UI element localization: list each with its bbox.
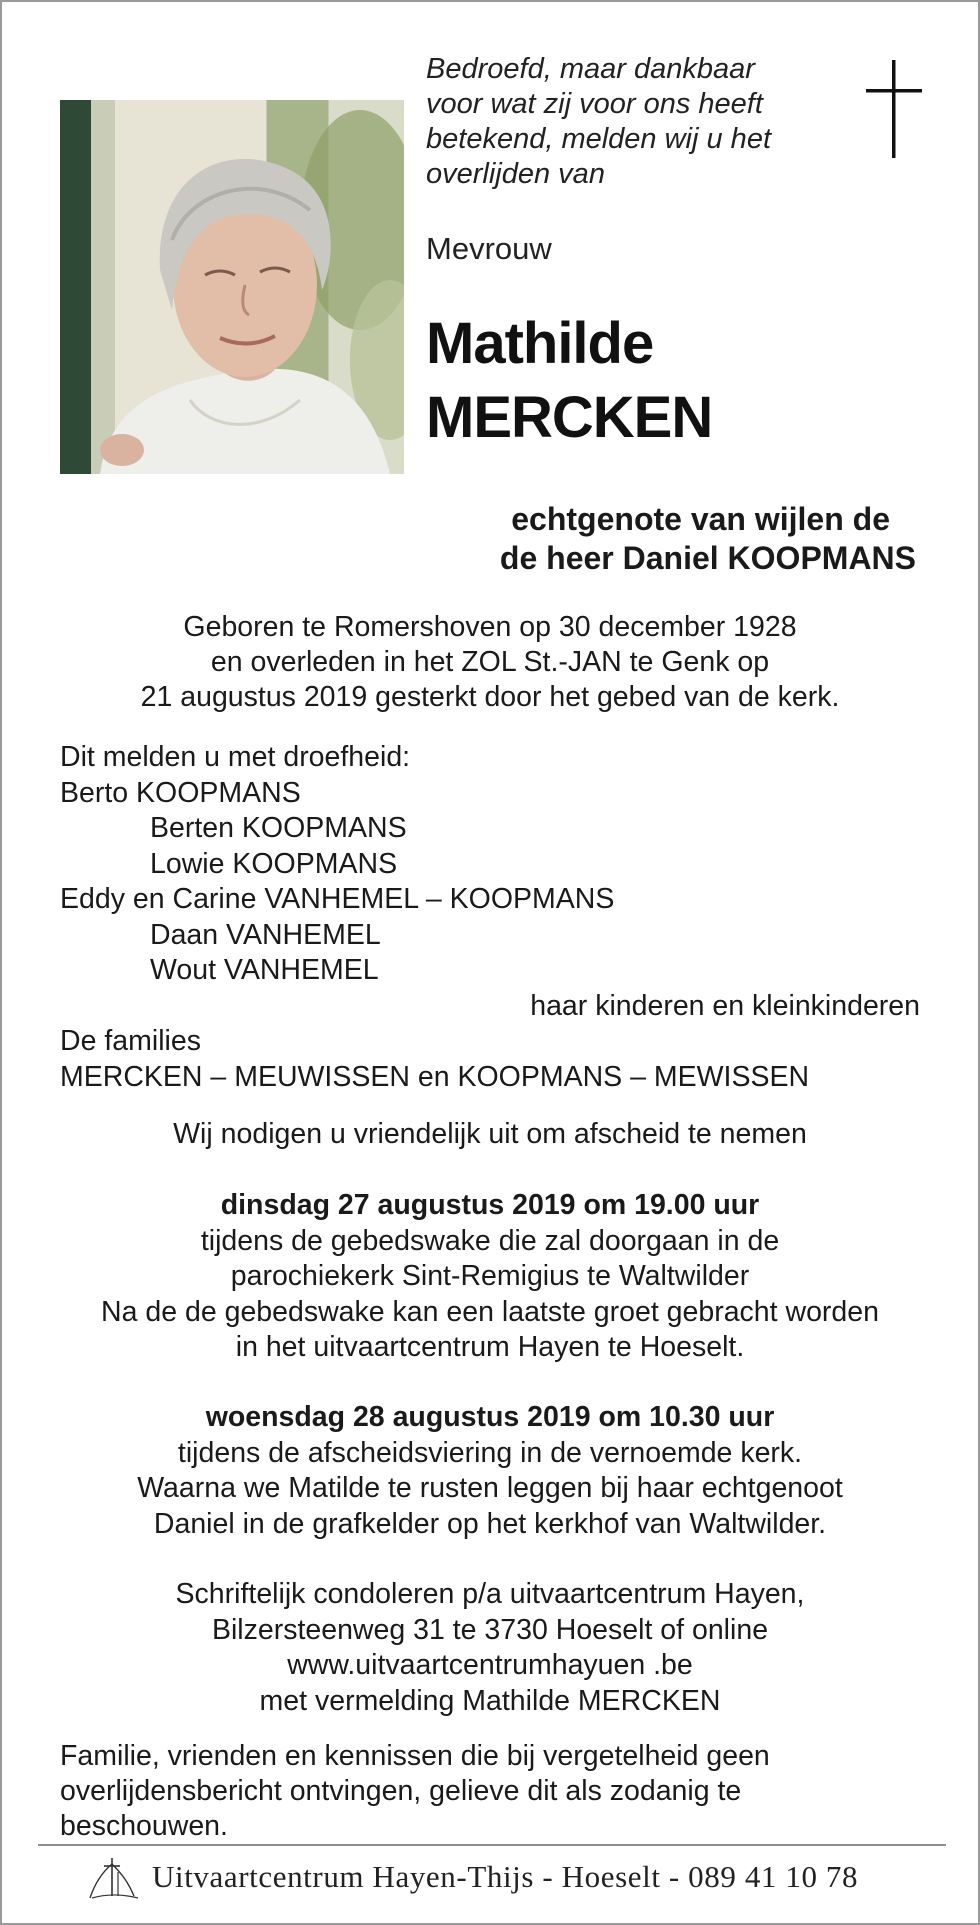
- invitation: Wij nodigen u vriendelijk uit om afscheid te nemen: [173, 1118, 807, 1150]
- funeral-line: tijdens de afscheidsviering in de vernoemde kerk.: [177, 1436, 803, 1469]
- mourner-child: Wout VANHEMEL: [150, 954, 379, 986]
- mourners-intro: Dit melden u met droefheid:: [60, 741, 411, 773]
- closing-line: overlijdensbericht ontvingen, gelieve dit als zodanig te: [60, 1775, 742, 1807]
- intro-line: betekend, melden wij u het: [426, 123, 771, 155]
- funeral-home-logo-icon: [88, 1852, 142, 1909]
- footer-contact: Uitvaartcentrum Hayen-Thijs - Hoeselt - 089 41 10 78: [152, 1859, 859, 1894]
- families: MERCKEN – MEUWISSEN en KOOPMANS – MEWISSEN: [60, 1060, 810, 1093]
- intro-line: overlijden van: [426, 158, 605, 190]
- mourner-child: Daan VANHEMEL: [150, 918, 381, 951]
- mourner: Eddy en Carine VANHEMEL – KOOPMANS: [60, 883, 615, 915]
- portrait-photo: [60, 100, 404, 474]
- wake-line: in het uitvaartcentrum Hayen te Hoeselt.: [235, 1331, 745, 1363]
- condolences-link[interactable]: www.uitvaartcentrumhayuen .be: [287, 1649, 693, 1681]
- deceased-name: [426, 307, 712, 455]
- funeral-line: Waarna we Matilde te rusten leggen bij haar echtgenoot: [137, 1472, 843, 1504]
- last-name: MERCKEN: [426, 385, 713, 450]
- birth-death-info: [60, 610, 920, 715]
- intro-line: voor wat zij voor ons heeft: [426, 88, 763, 120]
- salutation: Mevrouw: [426, 231, 552, 266]
- birth-death-line: en overleden in het ZOL St.-JAN te Genk op: [210, 646, 770, 678]
- closing-note: [60, 1739, 850, 1844]
- mourner: Berto KOOPMANS: [60, 776, 301, 809]
- wake-line: parochiekerk Sint-Remigius te Waltwilder: [230, 1260, 750, 1292]
- spouse-line: de heer Daniel KOOPMANS: [499, 540, 916, 576]
- families-label: De families: [60, 1025, 201, 1057]
- wake-line: tijdens de gebedswake die zal doorgaan in de: [200, 1224, 780, 1257]
- mourners-relation: haar kinderen en kleinkinderen: [530, 989, 920, 1022]
- mourner-child: Berten KOOPMANS: [150, 812, 407, 844]
- first-name: Mathilde: [426, 311, 654, 376]
- intro-text: [426, 52, 846, 192]
- birth-death-line: 21 augustus 2019 gesterkt door het gebed van de kerk.: [140, 681, 840, 713]
- condolences-info: [60, 1577, 920, 1719]
- condolences-line: Schriftelijk condoleren p/a uitvaartcentrum Hayen,: [175, 1578, 805, 1610]
- funeral-date: woensdag 28 augustus 2019 om 10.30 uur: [205, 1401, 775, 1433]
- spouse-line: echtgenote van wijlen de: [511, 501, 890, 537]
- birth-death-line: Geboren te Romershoven op 30 december 1928: [183, 611, 797, 643]
- mourner-child: Lowie KOOPMANS: [150, 847, 398, 880]
- wake-date: dinsdag 27 augustus 2019 om 19.00 uur: [220, 1189, 760, 1221]
- spouse-info: [2, 500, 978, 578]
- intro-line: Bedroefd, maar dankbaar: [426, 53, 755, 85]
- wake-line: Na de de gebedswake kan een laatste groet gebracht worden: [101, 1295, 879, 1328]
- wake-info: [60, 1188, 920, 1366]
- footer-divider: [38, 1844, 946, 1846]
- closing-line: Familie, vrienden en kennissen die bij vergetelheid geen: [60, 1740, 770, 1772]
- funeral-line: Daniel in de grafkelder op het kerkhof van Waltwilder.: [153, 1507, 827, 1540]
- closing-line: beschouwen.: [60, 1810, 228, 1842]
- condolences-line: Bilzersteenweg 31 te 3730 Hoeselt of online: [211, 1613, 769, 1646]
- funeral-info: [60, 1400, 920, 1542]
- cross-icon: [864, 60, 924, 165]
- condolences-line: met vermelding Mathilde MERCKEN: [259, 1684, 721, 1717]
- mourners-list: [60, 740, 920, 1095]
